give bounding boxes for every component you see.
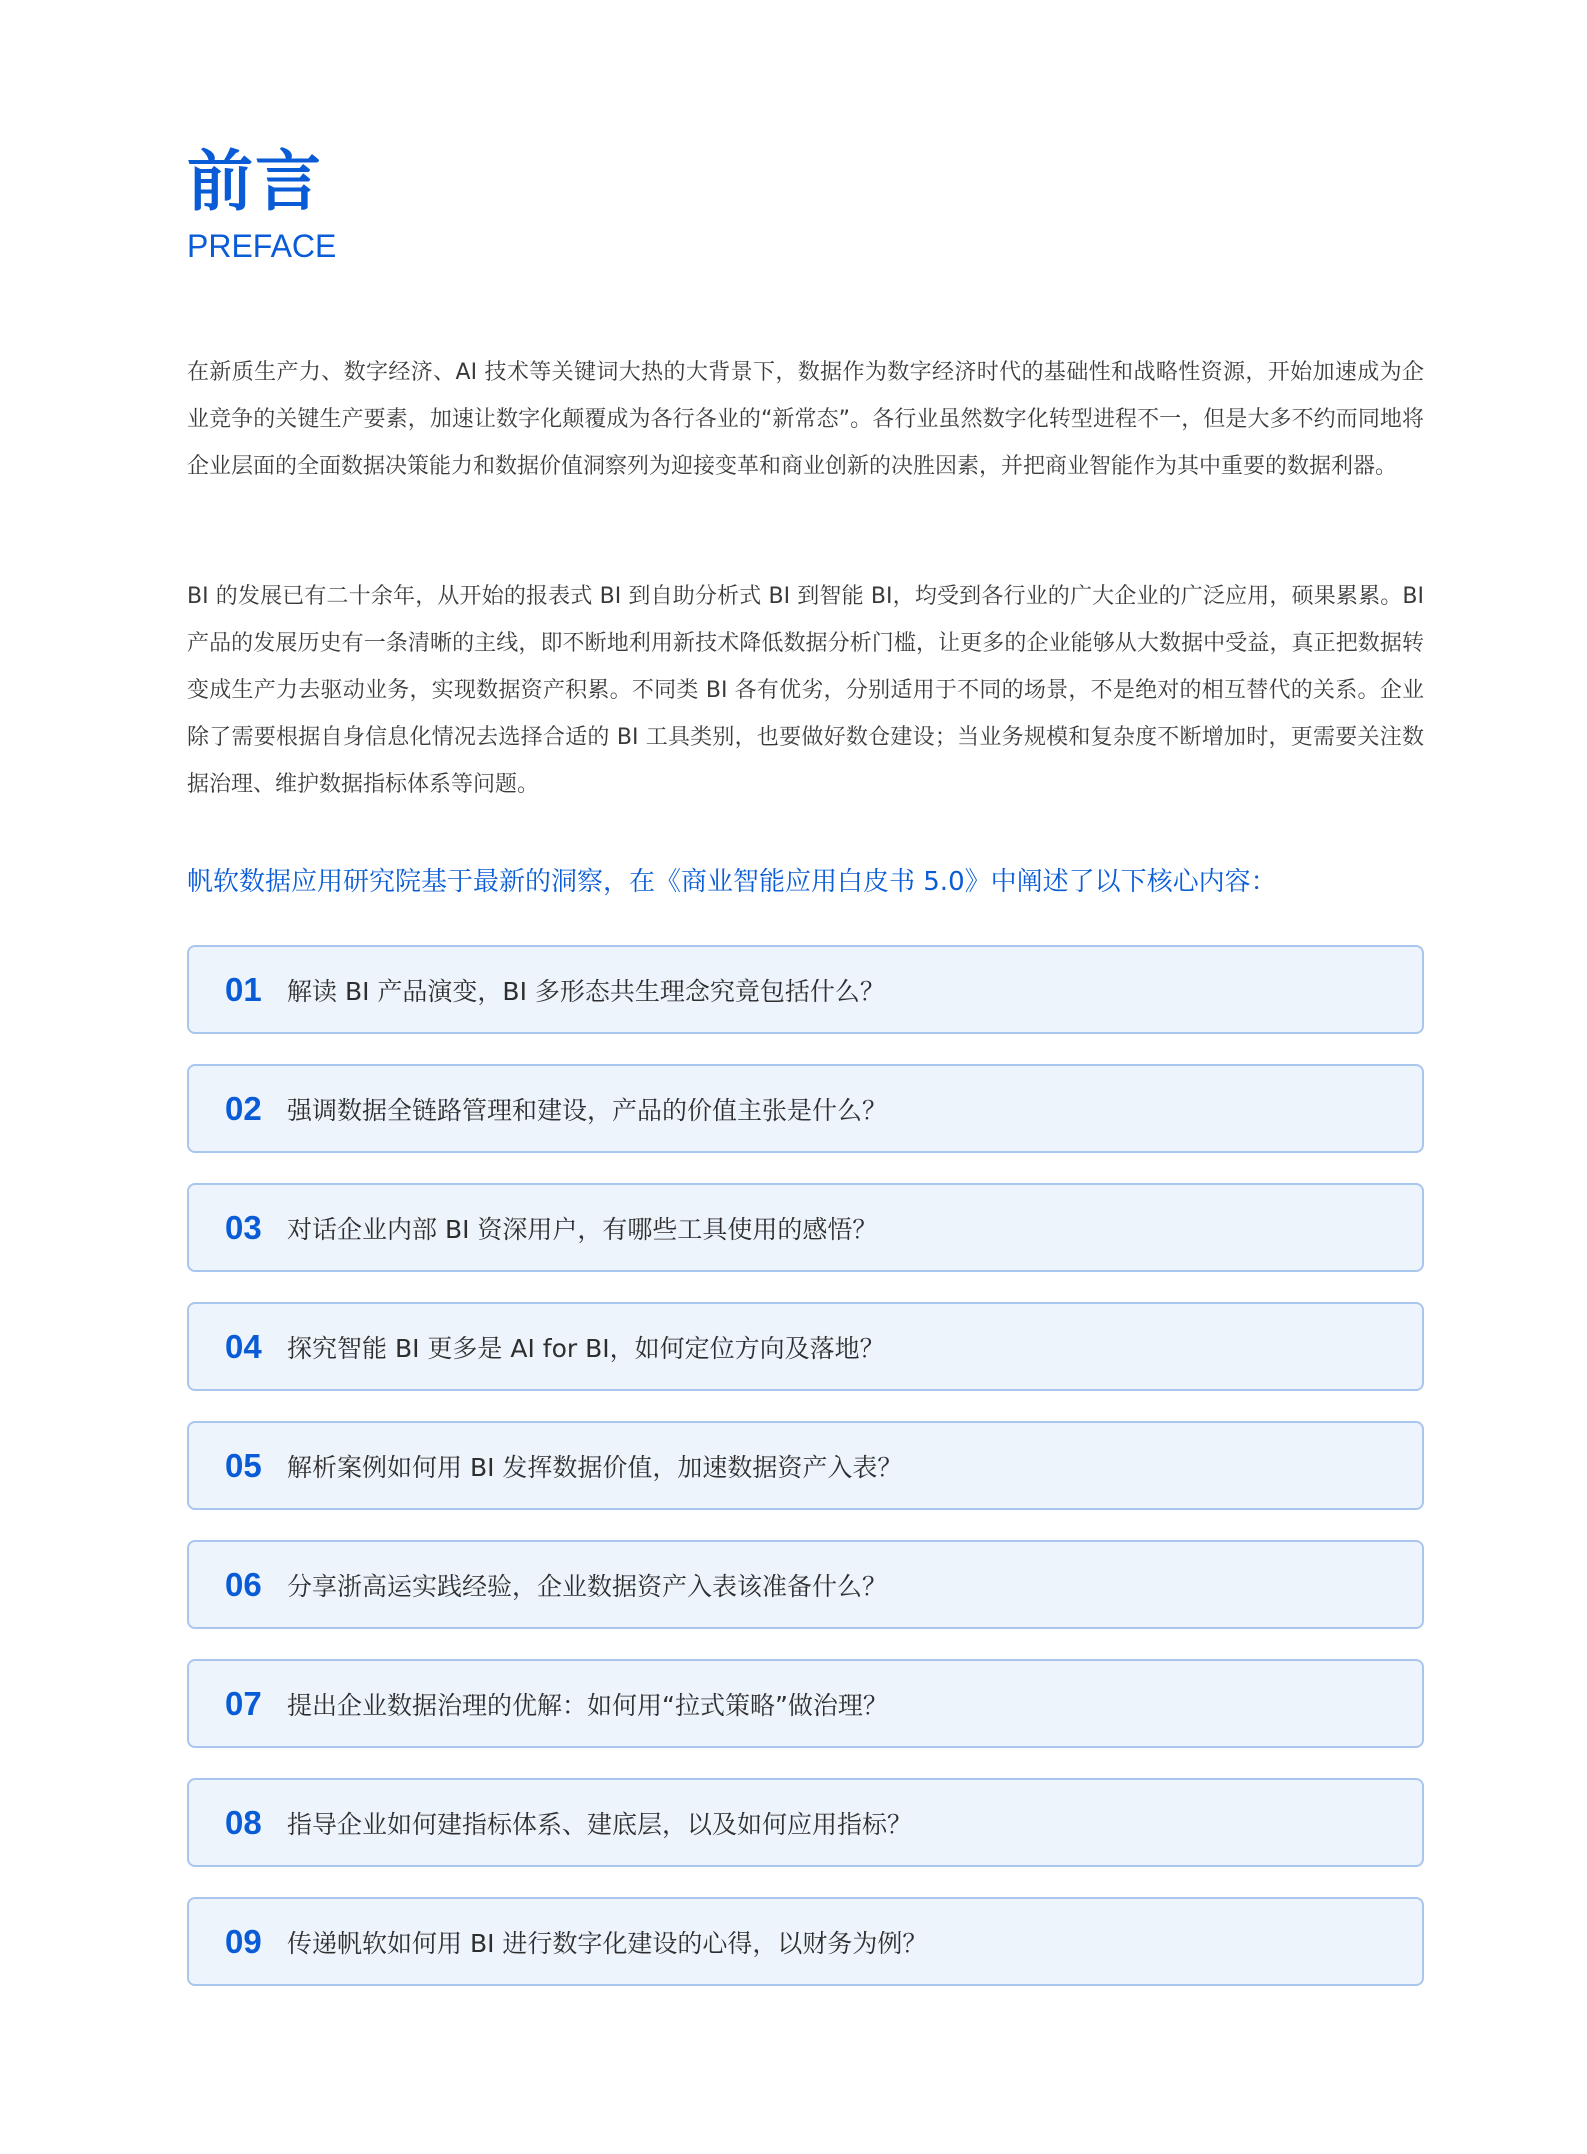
item-text: 对话企业内部 BI 资深用户，有哪些工具使用的感悟？ bbox=[287, 1214, 878, 1244]
list-item bbox=[187, 1183, 1424, 1272]
page-subtitle: PREFACE bbox=[187, 228, 337, 264]
core-content-lead: 帆软数据应用研究院基于最新的洞察，在《商业智能应用白皮书 5.0》中阐述了以下核心内容： bbox=[187, 867, 1277, 897]
item-number: 03 bbox=[225, 1208, 262, 1246]
item-text: 强调数据全链路管理和建设，产品的价值主张是什么？ bbox=[287, 1095, 888, 1125]
intro-paragraph-1: 在新质生产力、数字经济、AI 技术等关键词大热的大背景下，数据作为数字经济时代的基础性和战略性资源，开始加速成为企业竞争的关键生产要素，加速让数字化颠覆成为各行各业的“新常态”。各行业虽然数字化转型进程不一，但是大多不约而同地将企业层面的全面数据决策能力和数据价值洞察列为迎接变革和商业创新的决胜因素，并把商业智能作为其中重要的数据利器。 bbox=[187, 360, 1424, 479]
item-text: 传递帆软如何用 BI 进行数字化建设的心得，以财务为例？ bbox=[287, 1928, 928, 1958]
list-item bbox=[187, 1421, 1424, 1510]
list-item bbox=[187, 1302, 1424, 1391]
item-number: 02 bbox=[225, 1089, 262, 1127]
page-title: 前言 bbox=[187, 143, 323, 220]
list-item bbox=[187, 1064, 1424, 1153]
list-item bbox=[187, 1540, 1424, 1629]
list-item bbox=[187, 1897, 1424, 1986]
item-number: 07 bbox=[225, 1684, 262, 1722]
list-item bbox=[187, 1659, 1424, 1748]
item-text: 探究智能 BI 更多是 AI for BI，如何定位方向及落地？ bbox=[287, 1333, 885, 1363]
item-text: 分享浙高运实践经验，企业数据资产入表该准备什么？ bbox=[287, 1571, 888, 1601]
list-item bbox=[187, 945, 1424, 1034]
item-text: 指导企业如何建指标体系、建底层，以及如何应用指标？ bbox=[287, 1809, 913, 1839]
item-text: 解读 BI 产品演变，BI 多形态共生理念究竟包括什么？ bbox=[287, 976, 885, 1006]
item-number: 04 bbox=[225, 1327, 262, 1365]
item-number: 05 bbox=[225, 1446, 262, 1484]
item-text: 提出企业数据治理的优解：如何用“拉式策略”做治理？ bbox=[287, 1690, 888, 1720]
item-number: 09 bbox=[225, 1922, 262, 1960]
item-text: 解析案例如何用 BI 发挥数据价值，加速数据资产入表？ bbox=[287, 1452, 903, 1482]
item-number: 08 bbox=[225, 1803, 262, 1841]
list-item bbox=[187, 1778, 1424, 1867]
item-number: 01 bbox=[225, 970, 262, 1008]
intro-paragraph-2: BI 的发展已有二十余年，从开始的报表式 BI 到自助分析式 BI 到智能 BI，均受到各行业的广大企业的广泛应用，硕果累累。BI 产品的发展历史有一条清晰的主线，即不断地利用新技术降低数据分析门槛，让更多的企业能够从大数据中受益，真正把数据转变成生产力去驱动业务，实现数据资产积累。不同类 BI 各有优劣，分别适用于不同的场景，不是绝对的相互替代的关系。企业除了需要根据自身信息化情况去选择合适的 BI 工具类别，也要做好数仓建设；当业务规模和复杂度不断增加时，更需要关注数据治理、维护数据指标体系等问题。 bbox=[187, 584, 1424, 797]
item-number: 06 bbox=[225, 1565, 262, 1603]
core-content-list bbox=[187, 945, 1424, 2016]
